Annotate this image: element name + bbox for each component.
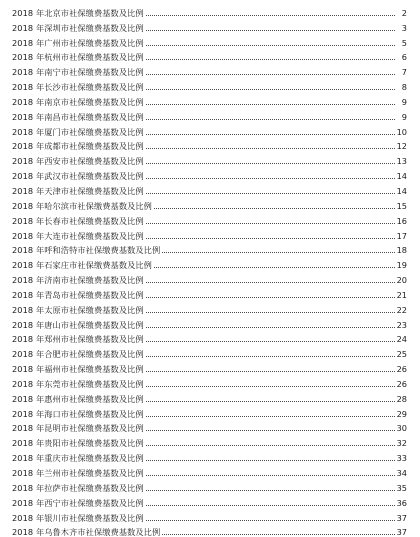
toc-dot-leader xyxy=(146,15,395,16)
toc-entry-title: 2018 年太原市社保缴费基数及比例 xyxy=(12,304,144,315)
toc-entry-page-number: 37 xyxy=(396,527,407,537)
toc-entry-title: 2018 年大连市社保缴费基数及比例 xyxy=(12,230,144,241)
toc-entry-title: 2018 年成都市社保缴费基数及比例 xyxy=(12,141,144,152)
toc-entry-page-number: 37 xyxy=(396,512,407,523)
toc-dot-leader xyxy=(154,267,395,268)
toc-dot-leader xyxy=(146,59,395,60)
toc-entry-title: 2018 年南昌市社保缴费基数及比例 xyxy=(12,111,144,122)
toc-dot-leader xyxy=(146,163,395,164)
toc-entry-title: 2018 年长春市社保缴费基数及比例 xyxy=(12,215,144,226)
toc-entry[interactable] xyxy=(12,404,407,419)
toc-entry-title: 2018 年青岛市社保缴费基数及比例 xyxy=(12,289,144,300)
toc-entry-page-number: 14 xyxy=(396,185,407,196)
toc-entry-title: 2018 年重庆市社保缴费基数及比例 xyxy=(12,453,144,464)
toc-entry[interactable] xyxy=(12,508,407,523)
toc-entry-page-number: 30 xyxy=(396,423,407,434)
toc-entry-page-number: 23 xyxy=(396,319,407,330)
toc-dot-leader xyxy=(146,89,395,90)
toc-entry[interactable] xyxy=(12,166,407,181)
toc-dot-leader xyxy=(146,475,395,476)
toc-entry-title: 2018 年西安市社保缴费基数及比例 xyxy=(12,156,144,167)
toc-entry-page-number: 15 xyxy=(396,200,407,211)
toc-dot-leader xyxy=(146,401,395,402)
toc-entry-page-number: 32 xyxy=(396,438,407,449)
toc-entry-page-number: 24 xyxy=(396,334,407,345)
toc-dot-leader xyxy=(146,238,395,239)
toc-entry[interactable] xyxy=(12,151,407,166)
toc-dot-leader xyxy=(146,520,395,521)
toc-entry-title: 2018 年北京市社保缴费基数及比例 xyxy=(12,7,144,18)
toc-entry-title: 2018 年长沙市社保缴费基数及比例 xyxy=(12,82,144,93)
toc-entry-title: 2018 年杭州市社保缴费基数及比例 xyxy=(12,52,144,63)
toc-entry[interactable] xyxy=(12,18,407,33)
toc-dot-leader xyxy=(146,193,395,194)
toc-entry[interactable] xyxy=(12,270,407,285)
toc-entry-title: 2018 年东莞市社保缴费基数及比例 xyxy=(12,378,144,389)
toc-entry-page-number: 35 xyxy=(396,482,407,493)
toc-entry-page-number: 7 xyxy=(401,67,407,78)
toc-entry-page-number: 34 xyxy=(396,468,407,478)
toc-entry[interactable] xyxy=(12,285,407,300)
toc-dot-leader xyxy=(146,312,395,313)
toc-entry[interactable] xyxy=(12,181,407,196)
toc-entry-page-number: 26 xyxy=(396,364,407,375)
toc-dot-leader xyxy=(146,148,395,149)
toc-entry[interactable] xyxy=(12,448,407,463)
toc-entry-title: 2018 年南宁市社保缴费基数及比例 xyxy=(12,67,144,78)
toc-entry[interactable] xyxy=(12,77,407,92)
toc-entry[interactable] xyxy=(12,478,407,493)
toc-entry-title: 2018 年拉萨市社保缴费基数及比例 xyxy=(12,482,144,493)
toc-entry-page-number: 6 xyxy=(401,52,407,63)
toc-entry-page-number: 21 xyxy=(396,289,407,300)
toc-entry-title: 2018 年海口市社保缴费基数及比例 xyxy=(12,408,144,419)
toc-entry-page-number: 29 xyxy=(396,408,407,419)
toc-entry-page-number: 14 xyxy=(396,171,407,182)
toc-entry-page-number: 19 xyxy=(396,260,407,271)
toc-entry[interactable] xyxy=(12,241,407,256)
toc-dot-leader xyxy=(146,178,395,179)
toc-dot-leader xyxy=(146,430,395,431)
toc-entry-title: 2018 年南京市社保缴费基数及比例 xyxy=(12,96,144,107)
toc-dot-leader xyxy=(146,505,395,506)
toc-entry-page-number: 2 xyxy=(401,7,407,18)
toc-entry-page-number: 26 xyxy=(396,378,407,389)
toc-entry-title: 2018 年广州市社保缴费基数及比例 xyxy=(12,37,144,48)
toc-entry[interactable] xyxy=(12,315,407,330)
toc-entry-title: 2018 年石家庄市社保缴费基数及比例 xyxy=(12,260,152,271)
toc-dot-leader xyxy=(146,416,395,417)
toc-dot-leader xyxy=(146,74,395,75)
toc-entry-title: 2018 年兰州市社保缴费基数及比例 xyxy=(12,468,144,478)
toc-entry[interactable] xyxy=(12,463,407,478)
toc-entry-page-number: 28 xyxy=(396,393,407,404)
toc-entry-title: 2018 年哈尔滨市社保缴费基数及比例 xyxy=(12,200,152,211)
toc-entry-title: 2018 年天津市社保缴费基数及比例 xyxy=(12,185,144,196)
toc-dot-leader xyxy=(146,223,395,224)
table-of-contents xyxy=(12,3,407,537)
toc-entry-title: 2018 年贵阳市社保缴费基数及比例 xyxy=(12,438,144,449)
toc-entry[interactable] xyxy=(12,523,407,537)
toc-entry-title: 2018 年呼和浩特市社保缴费基数及比例 xyxy=(12,245,161,256)
toc-dot-leader xyxy=(146,297,395,298)
toc-entry-title: 2018 年西宁市社保缴费基数及比例 xyxy=(12,497,144,508)
toc-entry-page-number: 22 xyxy=(396,304,407,315)
toc-entry-page-number: 9 xyxy=(401,96,407,107)
toc-entry-title: 2018 年合肥市社保缴费基数及比例 xyxy=(12,349,144,360)
toc-entry[interactable] xyxy=(12,196,407,211)
toc-entry-page-number: 17 xyxy=(396,230,407,241)
toc-entry-title: 2018 年银川市社保缴费基数及比例 xyxy=(12,512,144,523)
toc-entry[interactable] xyxy=(12,374,407,389)
toc-dot-leader xyxy=(146,386,395,387)
toc-entry-page-number: 16 xyxy=(396,215,407,226)
toc-entry-page-number: 13 xyxy=(396,156,407,167)
toc-dot-leader xyxy=(146,445,395,446)
toc-entry-title: 2018 年郑州市社保缴费基数及比例 xyxy=(12,334,144,345)
toc-dot-leader xyxy=(146,356,395,357)
toc-entry[interactable] xyxy=(12,330,407,345)
toc-entry-page-number: 12 xyxy=(396,141,407,152)
toc-entry[interactable] xyxy=(12,300,407,315)
toc-entry[interactable] xyxy=(12,107,407,122)
toc-dot-leader xyxy=(162,252,394,253)
toc-entry[interactable] xyxy=(12,48,407,63)
toc-entry[interactable] xyxy=(12,433,407,448)
toc-entry[interactable] xyxy=(12,226,407,241)
toc-entry-title: 2018 年厦门市社保缴费基数及比例 xyxy=(12,126,144,137)
toc-entry[interactable] xyxy=(12,211,407,226)
toc-entry[interactable] xyxy=(12,3,407,18)
toc-dot-leader xyxy=(146,282,395,283)
toc-entry-title: 2018 年昆明市社保缴费基数及比例 xyxy=(12,423,144,434)
toc-entry[interactable] xyxy=(12,493,407,508)
toc-entry-page-number: 10 xyxy=(396,126,407,137)
toc-entry-title: 2018 年唐山市社保缴费基数及比例 xyxy=(12,319,144,330)
toc-entry[interactable] xyxy=(12,33,407,48)
toc-entry-title: 2018 年武汉市社保缴费基数及比例 xyxy=(12,171,144,182)
toc-entry[interactable] xyxy=(12,389,407,404)
toc-dot-leader xyxy=(146,134,395,135)
toc-entry-page-number: 5 xyxy=(401,37,407,48)
toc-entry-page-number: 9 xyxy=(401,111,407,122)
toc-dot-leader xyxy=(146,45,395,46)
toc-entry-page-number: 18 xyxy=(396,245,407,256)
toc-entry-page-number: 25 xyxy=(396,349,407,360)
toc-entry-title: 2018 年济南市社保缴费基数及比例 xyxy=(12,275,144,286)
toc-dot-leader xyxy=(146,490,395,491)
toc-entry[interactable] xyxy=(12,419,407,434)
toc-dot-leader xyxy=(146,104,395,105)
toc-dot-leader xyxy=(154,208,395,209)
toc-entry[interactable] xyxy=(12,255,407,270)
toc-entry[interactable] xyxy=(12,62,407,77)
toc-dot-leader xyxy=(146,327,395,328)
toc-dot-leader xyxy=(146,341,395,342)
toc-entry-page-number: 20 xyxy=(396,275,407,286)
toc-entry[interactable] xyxy=(12,137,407,152)
toc-dot-leader xyxy=(162,534,394,535)
toc-dot-leader xyxy=(146,30,395,31)
toc-entry-page-number: 33 xyxy=(396,453,407,464)
toc-entry-title: 2018 年惠州市社保缴费基数及比例 xyxy=(12,393,144,404)
toc-entry[interactable] xyxy=(12,359,407,374)
toc-dot-leader xyxy=(146,119,395,120)
toc-entry-title: 2018 年乌鲁木齐市社保缴费基数及比例 xyxy=(12,527,161,537)
toc-entry[interactable] xyxy=(12,344,407,359)
toc-dot-leader xyxy=(146,460,395,461)
toc-entry-title: 2018 年深圳市社保缴费基数及比例 xyxy=(12,22,144,33)
toc-entry-page-number: 8 xyxy=(401,82,407,93)
toc-entry-title: 2018 年福州市社保缴费基数及比例 xyxy=(12,364,144,375)
toc-entry[interactable] xyxy=(12,122,407,137)
toc-entry[interactable] xyxy=(12,92,407,107)
toc-entry-page-number: 3 xyxy=(401,22,407,33)
toc-dot-leader xyxy=(146,371,395,372)
toc-entry-page-number: 36 xyxy=(396,497,407,508)
